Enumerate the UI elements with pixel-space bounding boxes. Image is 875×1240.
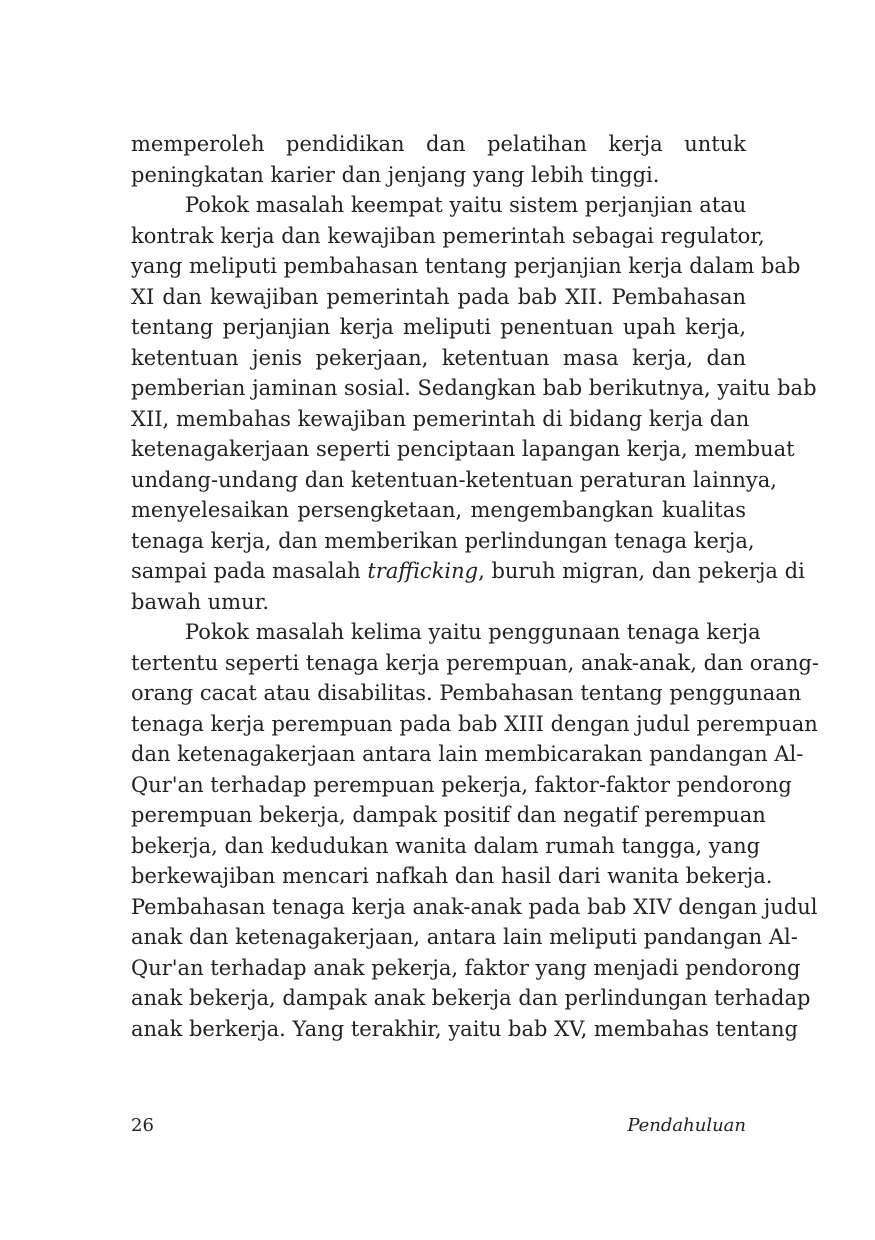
text-line: XII, membahas kewajiban pemerintah di bidang kerja dan bbox=[131, 406, 750, 431]
text-line: Pokok masalah kelima yaitu penggunaan tenaga kerja bbox=[185, 620, 761, 644]
paragraph bbox=[131, 129, 746, 190]
text-line: Pokok masalah keempat yaitu sistem perjanjian atau bbox=[185, 193, 747, 217]
text-line: orang cacat atau disabilitas. Pembahasan tentang penggunaan bbox=[131, 681, 802, 705]
italic-term: trafficking bbox=[367, 559, 479, 583]
text-line: yang meliputi pembahasan tentang perjanjian kerja dalam bab bbox=[131, 254, 801, 278]
text-line: tenaga kerja, dan memberikan perlindungan tenaga kerja, bbox=[131, 528, 755, 553]
text-line: tenaga kerja perempuan pada bab XIII dengan judul perempuan bbox=[131, 711, 818, 736]
text-line: Qur'an terhadap perempuan pekerja, faktor-faktor pendorong bbox=[131, 772, 792, 797]
paragraph bbox=[131, 190, 817, 617]
text-line: menyelesaikan persengketaan, mengembangkan kualitas bbox=[131, 498, 746, 522]
text-line: bawah umur. bbox=[131, 589, 270, 614]
text-line: sampai pada masalah trafficking, buruh migran, dan pekerja di bbox=[131, 559, 805, 583]
text-line: Qur'an terhadap anak pekerja, faktor yang menjadi pendorong bbox=[131, 955, 801, 980]
text-line: bekerja, dan kedudukan wanita dalam rumah tangga, yang bbox=[131, 833, 761, 858]
body-text bbox=[131, 129, 820, 1044]
text-line: XI dan kewajiban pemerintah pada bab XII. Pembahasan bbox=[131, 284, 746, 309]
running-head: Pendahuluan bbox=[627, 1115, 746, 1136]
text-line: dan ketenagakerjaan antara lain membicarakan pandangan Al- bbox=[131, 742, 804, 766]
text-line: tentang perjanjian kerja meliputi penentuan upah kerja, bbox=[131, 315, 746, 339]
text-line: anak berkerja. Yang terakhir, yaitu bab XV, membahas tentang bbox=[131, 1016, 798, 1041]
text-line: tertentu seperti tenaga kerja perempuan, anak-anak, dan orang- bbox=[131, 650, 820, 675]
text-line: ketentuan jenis pekerjaan, ketentuan masa kerja, dan bbox=[131, 345, 746, 370]
text-line: perempuan bekerja, dampak positif dan negatif perempuan bbox=[131, 803, 766, 827]
paragraph bbox=[131, 617, 820, 1044]
text-line: peningkatan karier dan jenjang yang lebih tinggi. bbox=[131, 162, 660, 187]
text-line: ketenagakerjaan seperti penciptaan lapangan kerja, membuat bbox=[131, 437, 795, 461]
text-line: Pembahasan tenaga kerja anak-anak pada bab XIV dengan judul bbox=[131, 894, 818, 919]
text-line: pemberian jaminan sosial. Sedangkan bab berikutnya, yaitu bab bbox=[131, 376, 817, 400]
text-line: berkewajiban mencari nafkah dan hasil dari wanita bekerja. bbox=[131, 864, 773, 888]
text-line: undang-undang dan ketentuan-ketentuan peraturan lainnya, bbox=[131, 467, 777, 492]
text-line: anak bekerja, dampak anak bekerja dan perlindungan terhadap bbox=[131, 986, 811, 1010]
page-number: 26 bbox=[131, 1115, 154, 1136]
text-line: kontrak kerja dan kewajiban pemerintah sebagai regulator, bbox=[131, 223, 765, 248]
text-line: anak dan ketenagakerjaan, antara lain meliputi pandangan Al- bbox=[131, 925, 798, 949]
text-line: memperoleh pendidikan dan pelatihan kerja untuk bbox=[131, 132, 746, 156]
